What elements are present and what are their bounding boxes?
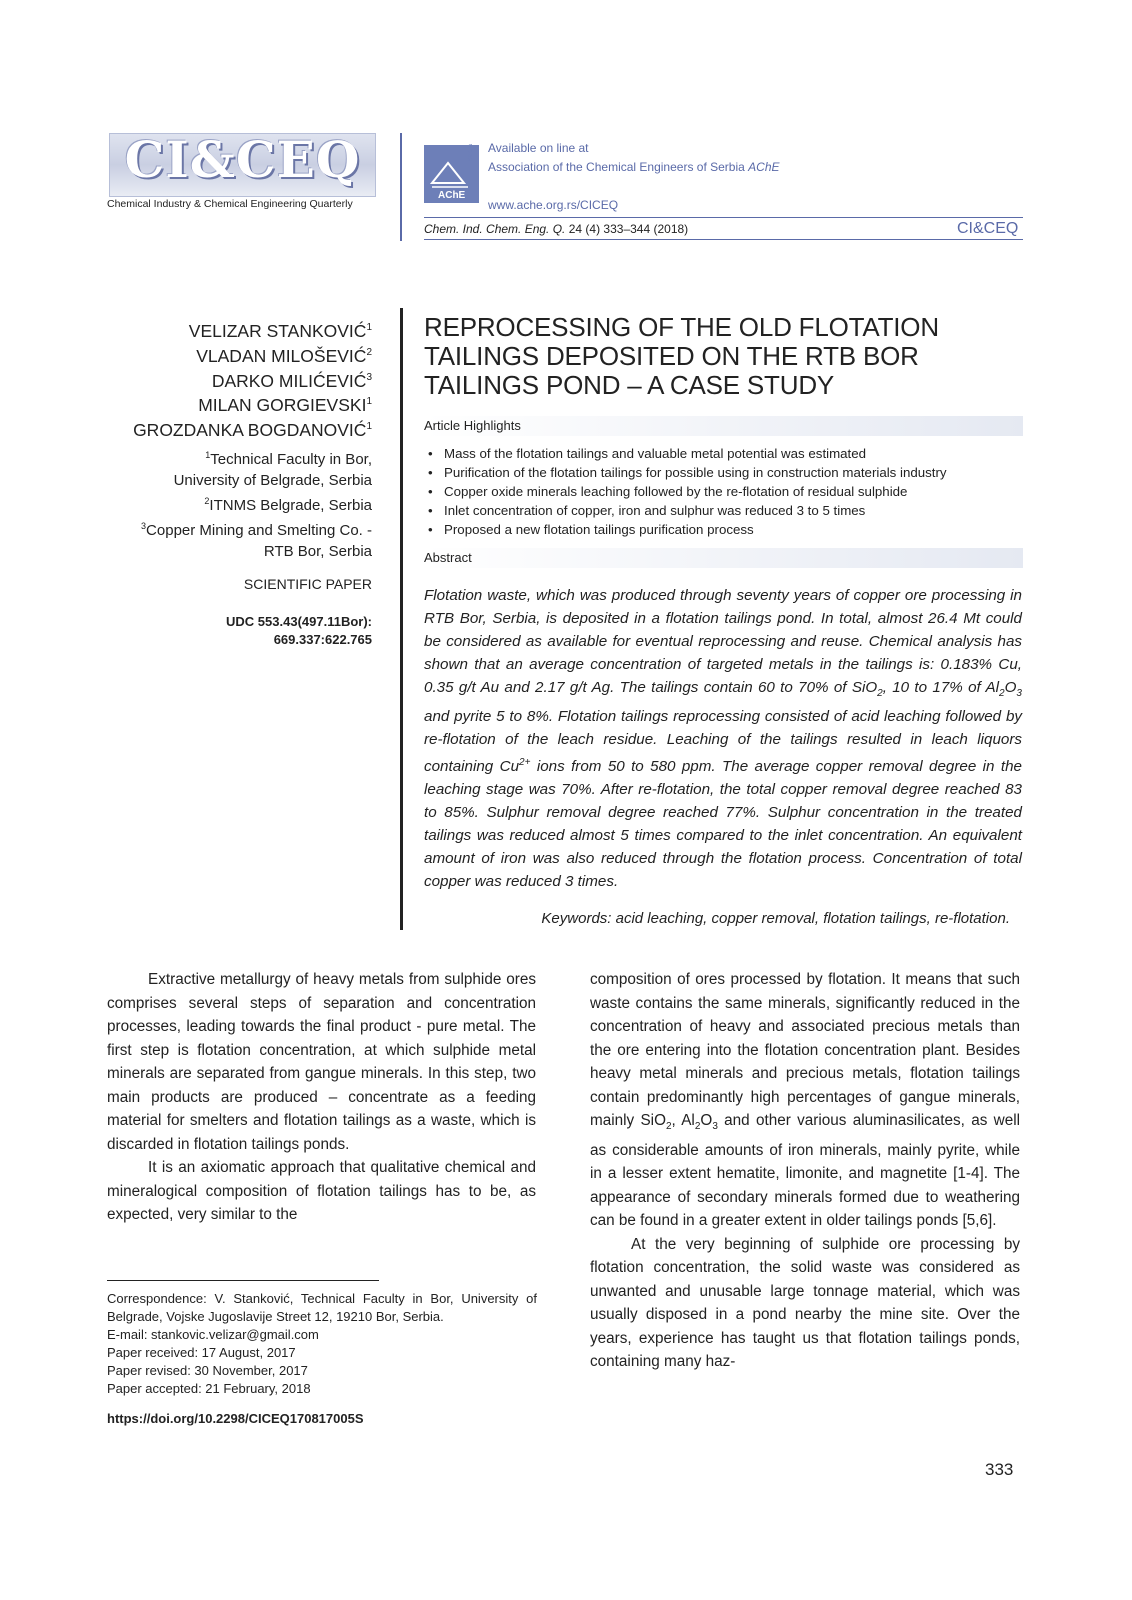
author-list bbox=[100, 317, 372, 441]
correspondence: Correspondence: V. Stanković, Technical Faculty in Bor, University of Belgrade, Vojske Jugoslavije Street 12, 19210 Bor, Serbia. bbox=[107, 1291, 537, 1324]
footnote bbox=[107, 1290, 537, 1398]
paper-type: SCIENTIFIC PAPER bbox=[243, 576, 372, 592]
journal-url-link[interactable]: www.ache.org.rs/CICEQ bbox=[488, 198, 619, 212]
logo-text: CI&CEQ bbox=[124, 133, 361, 189]
affiliation-cont: University of Belgrade, Serbia bbox=[173, 472, 372, 489]
paragraph: composition of ores processed by flotation. It means that such waste contains the same minerals, significantly reduced in the concentration of heavy and associated precious metals than the ore entering into the flotation concentration plant. Besides heavy metal minerals and precious metals, flotation tailings contain predominantly high percentages of gangue minerals, mainly SiO$_2$, $Al_2O_3$ and other various aluminasilicates, as well as considerable amounts of iron minerals, mainly pyrite, while in a lesser extent hematite, limonite, and magnetite [1-4]. The appearance of secondary minerals formed due to weathering can be found in a greater extent in older tailings ponds [5,6]. bbox=[590, 971, 1020, 1230]
doi-link[interactable]: https://doi.org/10.2298/CICEQ170817005S bbox=[107, 1411, 364, 1426]
abstract-text: Flotation waste, which was produced through seventy years of copper ore processing in RTB Bor, Serbia, is deposited in a flotation tailings pond. In total, almost 26.4 Mt could be considered as available for eventual reprocessing and reuse. Chemical analysis has shown that an average concentration of targeted metals in the tailings is: 0.183% Cu, 0.35 g/t Au and 2.17 g/t Ag. The tailings contain 60 to 70% of SiO$_2$, 10 to 17% of $Al_2O_3$ and pyrite 5 to 8%. Flotation tailings reprocessing consisted of acid leaching followed by re-flotation of the leach residue. Leaching of the tailings resulted in leach liquors containing $Cu^{2+}$ ions from 50 to 580 ppm. The average copper removal degree in the leaching stage was 70%. After re-flotation, the total copper removal degree reached 83 to 85%. Sulphur removal degree reached 77%. Sulphur concentration in the treated tailings was reduced almost 5 times compared to the inlet concentration. An equivalent amount of iron was also reduced through the flotation process. Concentration of total copper was reduced 3 times. bbox=[424, 587, 1022, 891]
highlights-heading: Article Highlights bbox=[424, 416, 1023, 436]
received-date: Paper received: 17 August, 2017 bbox=[107, 1345, 296, 1360]
paragraph: Extractive metallurgy of heavy metals from sulphide ores comprises several steps of separation and concentration processes, leading towards the final product - pure metal. The first step is flotation concentration, at which sulphide metal minerals are separated from gangue minerals. In this step, two main products are produced – concentrate as a feeding material for smelters and flotation tailings as a waste, which is discarded in flotation tailings ponds. bbox=[107, 971, 536, 1153]
header-rule-bottom bbox=[424, 239, 1023, 240]
author: GROZDANKA BOGDANOVIĆ$^1$ bbox=[133, 420, 372, 441]
paragraph: At the very beginning of sulphide ore processing by flotation concentration, the solid waste was considered as unwanted and unusable large tonnage material, which was usually disposed in a pond nearby the mine site. Over the years, experience has taught us that flotation tailings ponds, containing many haz- bbox=[590, 1235, 1020, 1371]
affiliation: $^1$Technical Faculty in Bor, bbox=[205, 450, 372, 468]
body-column-left bbox=[107, 968, 536, 1227]
highlights-list bbox=[424, 444, 1024, 539]
header-rule bbox=[424, 217, 1023, 218]
affiliation-list bbox=[100, 445, 372, 562]
header-divider bbox=[400, 133, 402, 241]
author: DARKO MILIĆEVIĆ$^3$ bbox=[211, 370, 372, 391]
list-item: • Mass of the flotation tailings and valuable metal potential was estimated bbox=[424, 444, 1024, 463]
citation-line: Chem. Ind. Chem. Eng. Q. 24 (4) 333–344 (2018) bbox=[424, 222, 689, 236]
list-item: • Inlet concentration of copper, iron and sulphur was reduced 3 to 5 times bbox=[424, 501, 1024, 520]
journal-short-name: CI&CEQ bbox=[957, 220, 1019, 237]
association-text: Association of the Chemical Engineers of Serbia AChE bbox=[488, 160, 780, 174]
footnote-rule bbox=[107, 1280, 379, 1281]
accepted-date: Paper accepted: 21 February, 2018 bbox=[107, 1381, 311, 1396]
journal-logo bbox=[109, 133, 376, 197]
paragraph: It is an axiomatic approach that qualitative chemical and mineralogical composition of flotation tailings has to be, as expected, very similar to the bbox=[107, 1159, 536, 1223]
list-item: • Purification of the flotation tailings for possible using in construction materials industry bbox=[424, 463, 1024, 482]
keywords: Keywords: acid leaching, copper removal, flotation tailings, re-flotation. bbox=[541, 910, 1010, 927]
email[interactable]: E-mail: stankovic.velizar@gmail.com bbox=[107, 1327, 319, 1342]
ache-badge: AChE bbox=[438, 190, 466, 201]
column-divider bbox=[400, 308, 403, 930]
body-column-right bbox=[590, 968, 1020, 1374]
logo-subtitle: Chemical Industry & Chemical Engineering Quarterly bbox=[107, 198, 353, 210]
affiliation-cont: RTB Bor, Serbia bbox=[263, 543, 372, 560]
page-number: 333 bbox=[985, 1460, 1014, 1479]
available-online-text: Available on line at bbox=[488, 141, 589, 155]
author: MILAN GORGIEVSKI$^1$ bbox=[198, 395, 372, 416]
author: VELIZAR STANKOVIĆ$^1$ bbox=[188, 320, 372, 341]
ache-country: Serbia bbox=[468, 144, 474, 162]
revised-date: Paper revised: 30 November, 2017 bbox=[107, 1363, 308, 1378]
list-item: • Proposed a new flotation tailings purification process bbox=[424, 520, 1024, 539]
udc-code: UDC 553.43(497.11Bor): 669.337:622.765 bbox=[226, 614, 372, 647]
abstract-heading: Abstract bbox=[424, 548, 1023, 568]
affiliation: $^2$ITNMS Belgrade, Serbia bbox=[204, 496, 372, 514]
page-title: REPROCESSING OF THE OLD FLOTATION TAILINGS DEPOSITED ON THE RTB BOR TAILINGS POND – A CASE STUDY bbox=[424, 312, 939, 400]
affiliation: $^3$Copper Mining and Smelting Co. - bbox=[141, 521, 372, 539]
author: VLADAN MILOŠEVIĆ$^2$ bbox=[196, 345, 372, 366]
list-item: • Copper oxide minerals leaching followed by the re-flotation of residual sulphide bbox=[424, 482, 1024, 501]
